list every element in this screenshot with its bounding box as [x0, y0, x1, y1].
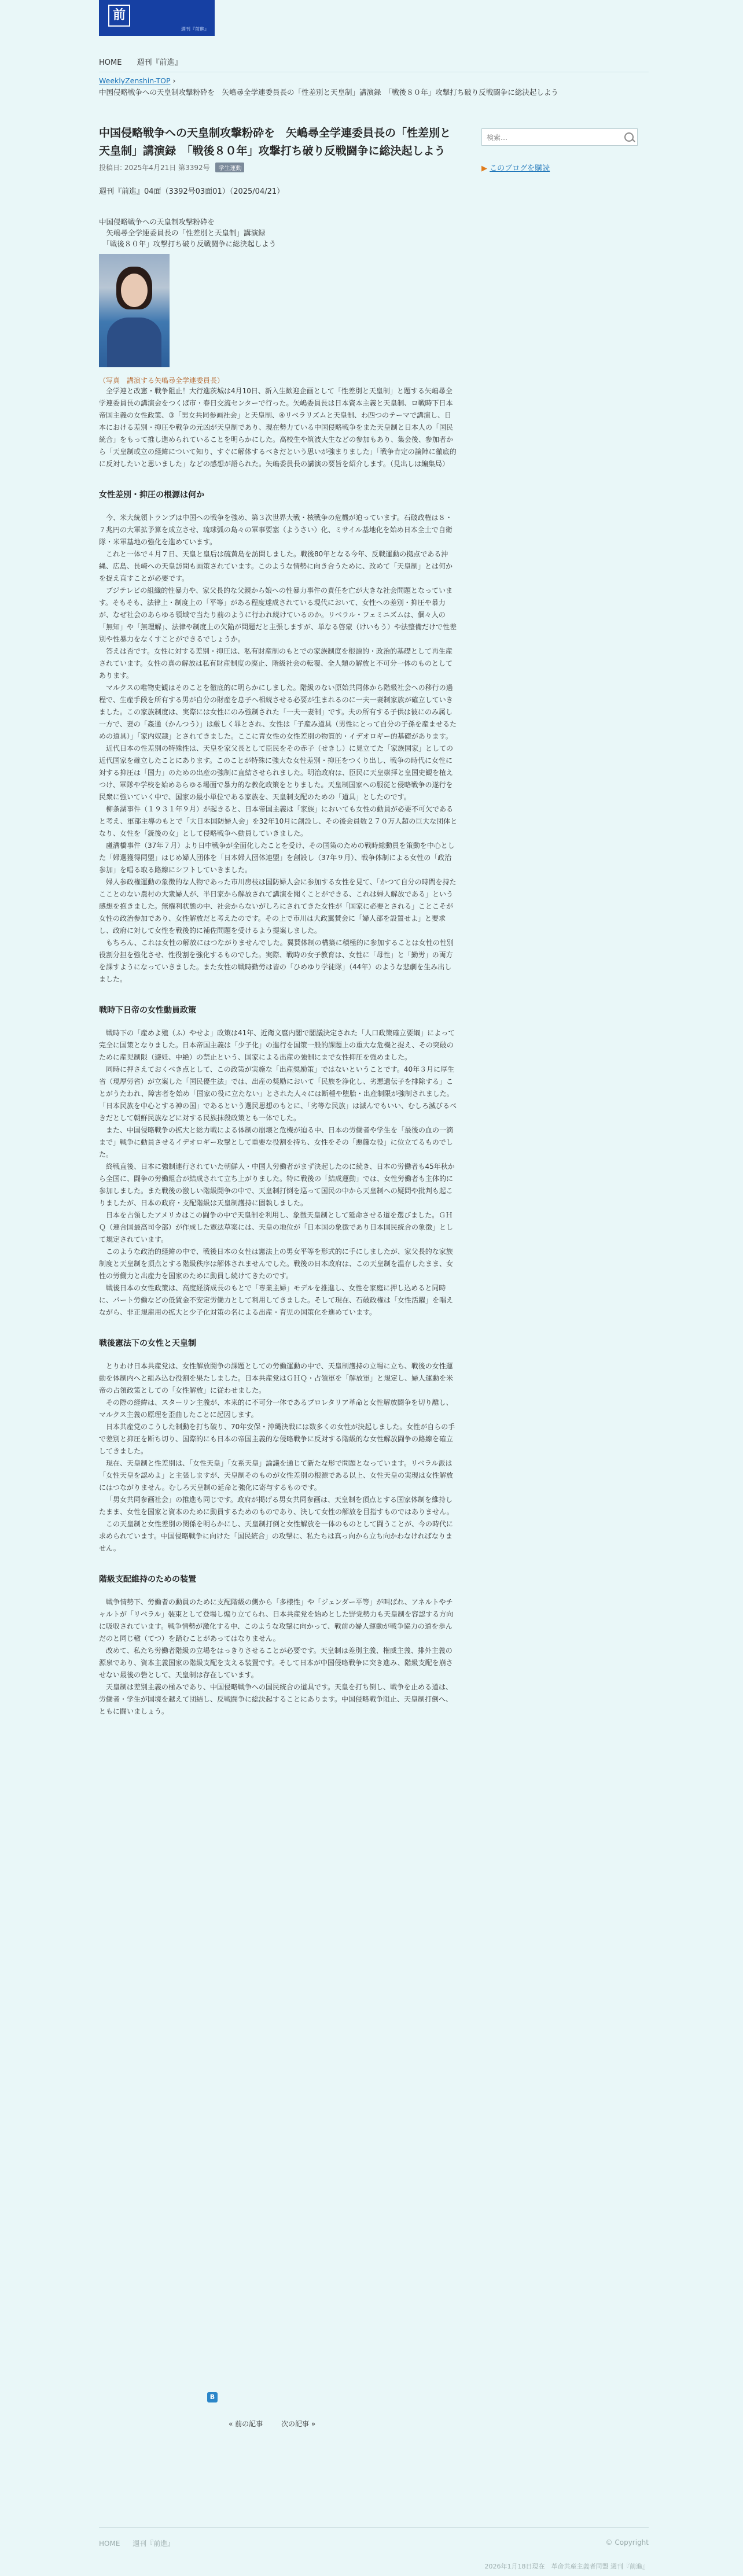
- rss-icon: ▶: [481, 164, 487, 173]
- section-paragraph: これと一体で４月７日、天皇と皇后は硫黄島を訪問しました。戦後80年となる今年、反戦運動の拠点である沖縄、広島、長崎への天皇訪問も画策されています。このような情勢に向き合うために、改めて「天皇制」とは何かを捉え直すことが必要です。: [99, 550, 453, 582]
- section-heading: 女性差別・抑圧の根源は何か: [99, 490, 204, 500]
- subscribe-link-wrap: [481, 162, 643, 173]
- speaker-photo: [99, 254, 170, 367]
- section-paragraph: 同時に押さえておくべき点として、この政策が実施な「出産奨励策」ではないということです。40年３月に厚生省（現厚労省）が立案した「国民優生法」では、出産の奨励において「民族を浄化し、劣悪遺伝子を排除する」ことがうたわれ、障害者を始め「国家の役に立たない」とされた人々には断種や堕胎・出産制限が強制されました。「日本民族を中心とする神の国」であるという選民思想のもとに、「劣等な民族」は滅んでもいい、むしろ滅びるべきだとして朝鮮民族などに対する民族抹殺政策とも一体でした。: [99, 1065, 457, 1122]
- breadcrumb-current: 中国侵略戦争への天皇制攻撃粉砕を 矢嶋尋全学連委員長の「性差別と天皇制」講演録 「戦後８０年」攻撃打ち破り反戦闘争に総決起しよう: [99, 88, 558, 97]
- section-heading: 階級支配維持のための装置: [99, 1575, 196, 1584]
- section-paragraph: ブジテレビの組織的性暴力や、家父長的な父親から娘への性暴力事件の責任を亡が大きな社会問題となっています。そもそも、法律上・制度上の「平等」がある程度達成されている現代において、女性への差別・抑圧や暴力が、なぜ社会のあらゆる領域で当たり前のように行われ続けているのか。リベラル・フェミニズムは、個々人の「無知」や「無理解」、法律や制度上の欠陥が問題だと主張しますが、単なる啓蒙（けいもう）や法整備だけで性差別や性暴力をなくすことができるでしょうか。: [99, 586, 457, 643]
- section-paragraph: 天皇制は差別主義の極みであり、中国侵略戦争への国民統合の道具です。天皇を打ち倒し、戦争を止める道は、労働者・学生が国境を越えて団結し、反戦闘争に総決起することにあります。中国侵略戦争阻止、天皇制打倒へ、ともに闘いましょう。: [99, 1683, 453, 1715]
- section-paragraph: このような政治的経緯の中で、戦後日本の女性は憲法上の男女平等を形式的に手にしましたが、家父長的な家族制度と天皇制を頂点とする階級秩序は解体されませんでした。戦後の日本政府は、この天皇制を温存したまま、女性の労働力と出産力を国家のために動員し続けてきたのです。: [99, 1248, 454, 1280]
- search-box: [481, 128, 638, 146]
- section-paragraph: 近代日本の性差別の特殊性は、天皇を家父長として臣民をその赤子（せきし）に見立てた「家族国家」としての近代国家を確立したことにあります。このことが特殊に強大な女性差別・抑圧をつくり出し、戦争の時代に女性に対する抑圧は「国力」のための出産の強制に直結させられました。明治政府は、臣民に天皇崇拝と皇国史観を植えつけ、軍隊や学校を始めあらゆる場面で暴力的な教化政策をとりました。天皇制国家への服従と侵略戦争の遂行を民衆に強いていく中で、国家の最小単位である家族を、天皇制支配のための「道具」としたのです。: [99, 744, 454, 801]
- issue-info: 週刊『前進』04面（3392号03面01）（2025/04/21）: [99, 187, 285, 196]
- breadcrumb-top-link[interactable]: WeeklyZenshin-TOP: [99, 76, 171, 85]
- section-paragraph: 日本を占領したアメリカはこの闘争の中で天皇制を利用し、象徴天皇制として延命させる道を選びました。ＧＨＱ（連合国最高司令部）が作成した憲法草案には、天皇の地位が「日本国の象徴であり日本国民統合の象徴」として規定されています。: [99, 1211, 454, 1243]
- nav-home[interactable]: HOME: [99, 58, 122, 67]
- search-input[interactable]: [482, 129, 621, 146]
- article-lead: 中国侵略戦争への天皇制攻撃粉砕を 矢嶋尋全学連委員長の「性差別と天皇制」講演録 「戦後８０年」攻撃打ち破り反戦闘争に総決起しよう: [99, 217, 277, 248]
- article-title: 中国侵略戦争への天皇制攻撃粉砕を 矢嶋尋全学連委員長の「性差別と天皇制」講演録 「戦後８０年」攻撃打ち破り反戦闘争に総決起しよう: [99, 127, 451, 157]
- footer-home[interactable]: HOME: [99, 2540, 120, 2548]
- next-post-link[interactable]: 次の記事 »: [281, 2420, 316, 2428]
- section-paragraph: 盧溝橋事件（37年７月）より日中戦争が全面化したことを受け、その国策のための戦時総動員を策動を中心とした「婦選獲得同盟」はじめ婦人団体を「日本婦人団体連盟」を創設し（37年９月）、戦争体制による女性の「政治参加」を唱る取る路線にシフトしていきました。: [99, 842, 455, 874]
- article-meta: [99, 163, 458, 172]
- photo-face: [121, 274, 148, 307]
- article-sections: [99, 489, 458, 1718]
- posted-date: 投稿日: 2025年4月21日 第3392号: [99, 164, 210, 172]
- section-paragraph: 「男女共同参画社会」の推進も同じです。政府が掲げる男女共同参画は、天皇制を頂点とする国家体制を維持したまま、女性を国家と資本のために動員するためのものであり、決して女性の解放を目指すものではありません。: [99, 1496, 454, 1516]
- logo-subtitle: 週刊『前進』: [181, 27, 209, 32]
- nav-zenshin[interactable]: 週刊『前進』: [137, 58, 182, 67]
- section-paragraph: 戦時下の「産めよ殖（ふ）やせよ」政策は41年、近衛文麿内閣で閣議決定された「人口政策確立要綱」によって完全に国策となりました。日本帝国主義は「少子化」の進行を国策一般的課題上の重大な危機と捉え、その突破のために産児制限（避妊、中絶）の禁止という、国家による出産の強制にまで女性抑圧を強めました。: [99, 1029, 455, 1061]
- article: [99, 124, 458, 1718]
- section-paragraph: この天皇制と女性差別の関係を明らかにし、天皇制打倒と女性解放を一体のものとして闘うことが、今の時代に求められています。中国侵略戦争に向けた「国民統合」の攻撃に、私たちは真っ向から立ち向かわなければなりません。: [99, 1520, 454, 1552]
- site-logo[interactable]: [99, 0, 215, 36]
- breadcrumb-separator: ›: [170, 76, 176, 85]
- section-paragraph: とりわけ日本共産党は、女性解放闘争の課題としての労働運動の中で、天皇制護持の立場に立ち、戦後の女性運動を体制内へと組み込む役割を果たしました。日本共産党はＧＨＱ・占領軍を「解放軍」と規定し、婦人運動を米帝の占領政策としての「女性解放」に従わせました。: [99, 1362, 454, 1394]
- footer-credit: 2026年1月18日現在 革命共産主義者同盟 週刊『前進』: [484, 2563, 649, 2570]
- section-paragraph: その際の経緯は、スターリン主義が、本来的に不可分一体であるプロレタリア革命と女性解放闘争を切り離し、マルクス主義の原理を歪曲したことに起因します。: [99, 1398, 453, 1419]
- section-paragraph: 柳条湖事件（１９３１年９月）が起きると、日本帝国主義は「家族」においても女性の動員が必要不可欠であると考え、軍部主導のもとで「大日本国防婦人会」を32年10月に創設し、その後会員数２７０万人超の巨大な団体となり、女性を「銃後の女」として侵略戦争へ動員していきました。: [99, 805, 458, 837]
- section-paragraph: また、中国侵略戦争の拡大と総力戦による体制の崩壊と危機が迫る中、日本の労働者や学生を「最後の血の一滴まで」戦争に動員させるイデオロギー攻撃として重要な役割を持ち、女性をその「悪籐な役」に位立てるものでした。: [99, 1126, 454, 1158]
- sidebar: [481, 128, 643, 173]
- section-paragraph: 改めて、私たち労働者階級の立場をはっきりさせることが必要です。天皇制は差別主義、権威主義、排外主義の源泉であり、資本主義国家の階級支配を支える装置です。そして日本が中国侵略戦争に突き進み、階級支配を崩させない最後の砦として、天皇制は存在しています。: [99, 1647, 453, 1679]
- global-nav: [99, 57, 649, 72]
- subscribe-link[interactable]: このブログを購読: [490, 164, 550, 173]
- section-paragraph: マルクスの唯物史観はそのことを徹底的に明らかにしました。階級のない原始共同体から階級社会への移行の過程で、生産手段を所有する男が自分の財産を息子へ相続させる必要が生まれるのに一夫一妻制家族が確立していきました。この家族制度は、実際には女性にのみ強制された「一夫一妻制」です。夫の所有する子供は彼にのみ属し一方で、妻の「姦通（かんつう）」は厳しく罪とされ、女性は「子産み道具（男性にとって自分の子孫を産ませるための道具）」「家内奴隷」とされてきました。ここに青女性の女性差別の物質的・イデオロギー的基礎があります。: [99, 684, 457, 740]
- photo-caption: （写真 講演する矢嶋尋全学連委員長）: [99, 377, 225, 385]
- logo-mark: 前: [108, 5, 130, 27]
- section-paragraph: 戦争情勢下、労働者の動員のために支配階級の側から「多様性」や「ジェンダー平等」が叫ばれ、アネルトやチャルトが「リベラル」装束として登場し煽り立てられ、日本共産党を始めとした野党勢力も天皇制を容認する方向に吸収されています。戦争情勢が激化する中、このような攻撃に向かって、戦前の婦人運動が戦争協力の道を歩んだのと同じ轍（てつ）を踏むことがあってはなりません。: [99, 1598, 454, 1643]
- pager: [229, 2419, 332, 2429]
- breadcrumb: [99, 75, 649, 98]
- section-heading: 戦後憲法下の女性と天皇制: [99, 1339, 196, 1348]
- search-icon[interactable]: [624, 132, 634, 142]
- section-paragraph: 答えは否です。女性に対する差別・抑圧は、私有財産制のもとでの家族制度を根源的・政治的基礎として再生産されています。女性の真の解放は私有財産制度の廃止、階級社会の転覆、全人類の解放と不可分一体のものとしてあります。: [99, 647, 453, 680]
- photo-body: [107, 318, 161, 367]
- share-icon[interactable]: B: [207, 2392, 218, 2402]
- footer: [99, 2527, 649, 2570]
- category-badge[interactable]: 学生運動: [215, 163, 244, 172]
- section-paragraph: 終戦直後、日本に強制連行されていた朝鮮人・中国人労働者がまず決起したのに続き、日本の労働者も45年秋から全国に、闘争の労働組合が結成されて立ち上がりました。特に戦後の「結成運動」では、女性労働者も主体的に参加しました。また戦後の激しい階級闘争の中で、天皇制打倒を巡って国民の中から天皇制への疑問や批判も起こりましたが、日本の政府・支配階級は天皇制護持に固執しました。: [99, 1162, 455, 1207]
- article-intro: 全学連と改憲・戦争阻止！大行進茨城は4月10日、新入生歓迎企画として「性差別と天皇制」と題する矢嶋尋全学連委員長の講演会をつくば市・春日交流センターで行った。矢嶋委員長は日本資本主義と天皇制、ロ戦時下日本帝国主義の女性政策、③「男女共同参画社会」と天皇制、④リベラリズムと天皇制、わ四つのテーマで講演し、日本における差別・抑圧や戦争の元凶が天皇制であり、現在勢力ている中国侵略戦争をまた天皇制と日本人の「国民統合」をもって推し進められていることを明らかにした。高校生や筑波大生などの参加もあり、集会後、参加者から「天皇制或立の経緯について知り、すぐに解体するべきだという思いが強まりました」「戦争肯定の論陣に徹底的に反対したいと思いました」などの感想が語られた。矢嶋委員長の講演の要旨を紹介します。（見出しは編集局）: [99, 387, 457, 468]
- section-paragraph: 今、米大統領トランプは中国への戦争を強め、第３次世界大戦・核戦争の危機が迫っています。石破政権は８・７兆円の大軍拡予算を成立させ、琉球弧の島々の軍事要塞（ようさい）化、ミサイル基地化を始め日本全土で自衛隊・米軍基地の強化を進めています。: [99, 514, 453, 546]
- section-paragraph: もちろん、これは女性の解放にはつながりませんでした。翼賛体制の構築に積極的に参加することは女性の性別役割分担を強化させ、性役割を強化するものでした。実際、戦時の女子教育は、女性に「母性」と「勤労」の両方を課すようになっていきました。また女性の戦時勤労は皆の「ひめゆり学徒隊」（44年）のような悲劇を生み出しました。: [99, 939, 454, 983]
- footer-zenshin[interactable]: 週刊『前進』: [133, 2540, 175, 2548]
- section-heading: 戦時下日帝の女性動員政策: [99, 1006, 196, 1015]
- section-paragraph: 日本共産党のこうした制動を打ち破り、70年安保・沖縄決戦には数多くの女性が決起しました。女性が自らの手で差別と抑圧を断ち切り、国際的にも日本の帝国主義的な侵略戦争に反対する階級的な女性解放闘争の路線を確立してきました。: [99, 1423, 455, 1455]
- prev-post-link[interactable]: « 前の記事: [229, 2420, 263, 2428]
- section-paragraph: 戦後日本の女性政策は、高度経済成長のもとで「専業主婦」モデルを推進し、女性を家庭に押し込めると同時に、パート労働などの低賃金不安定労働力として利用してきました。そして現在、石破政権は「女性活躍」を唱えながら、非正規雇用の拡大と少子化対策の名による出産・育児の国策化を進めています。: [99, 1284, 454, 1316]
- section-paragraph: 婦人参政権運動の象徴的な人物であった市川房枝は国防婦人会に参加する女性を見て、「かつて自分の時間を持たこことのない農村の大衆婦人が、半日家から解放されて講演を聞くことができる、これは婦人解放である」という感想を抱きました。無権利状態の中、社会からないがしろにされてきた女性が「国家に必要とされる」ことこそが女性の政治参加であり、女性解放だと考えたのです。その上で市川は大政翼賛会に「婦人部を設置せよ」と要求し、政府に対して女性を戦後的に補佐問題を受けるよう提案しました。: [99, 878, 457, 935]
- section-paragraph: 現在、天皇制と性差別は、「女性天皇」「女系天皇」論議を通じて新たな形で問題となっています。リベラル派は「女性天皇を認めよ」と主張しますが、天皇制そのものが女性差別の根源である以上、女性天皇の実現は女性解放にはつながりません。むしろ天皇制の延命と強化に寄与するものです。: [99, 1459, 454, 1492]
- copyright: © Copyright: [605, 2538, 649, 2547]
